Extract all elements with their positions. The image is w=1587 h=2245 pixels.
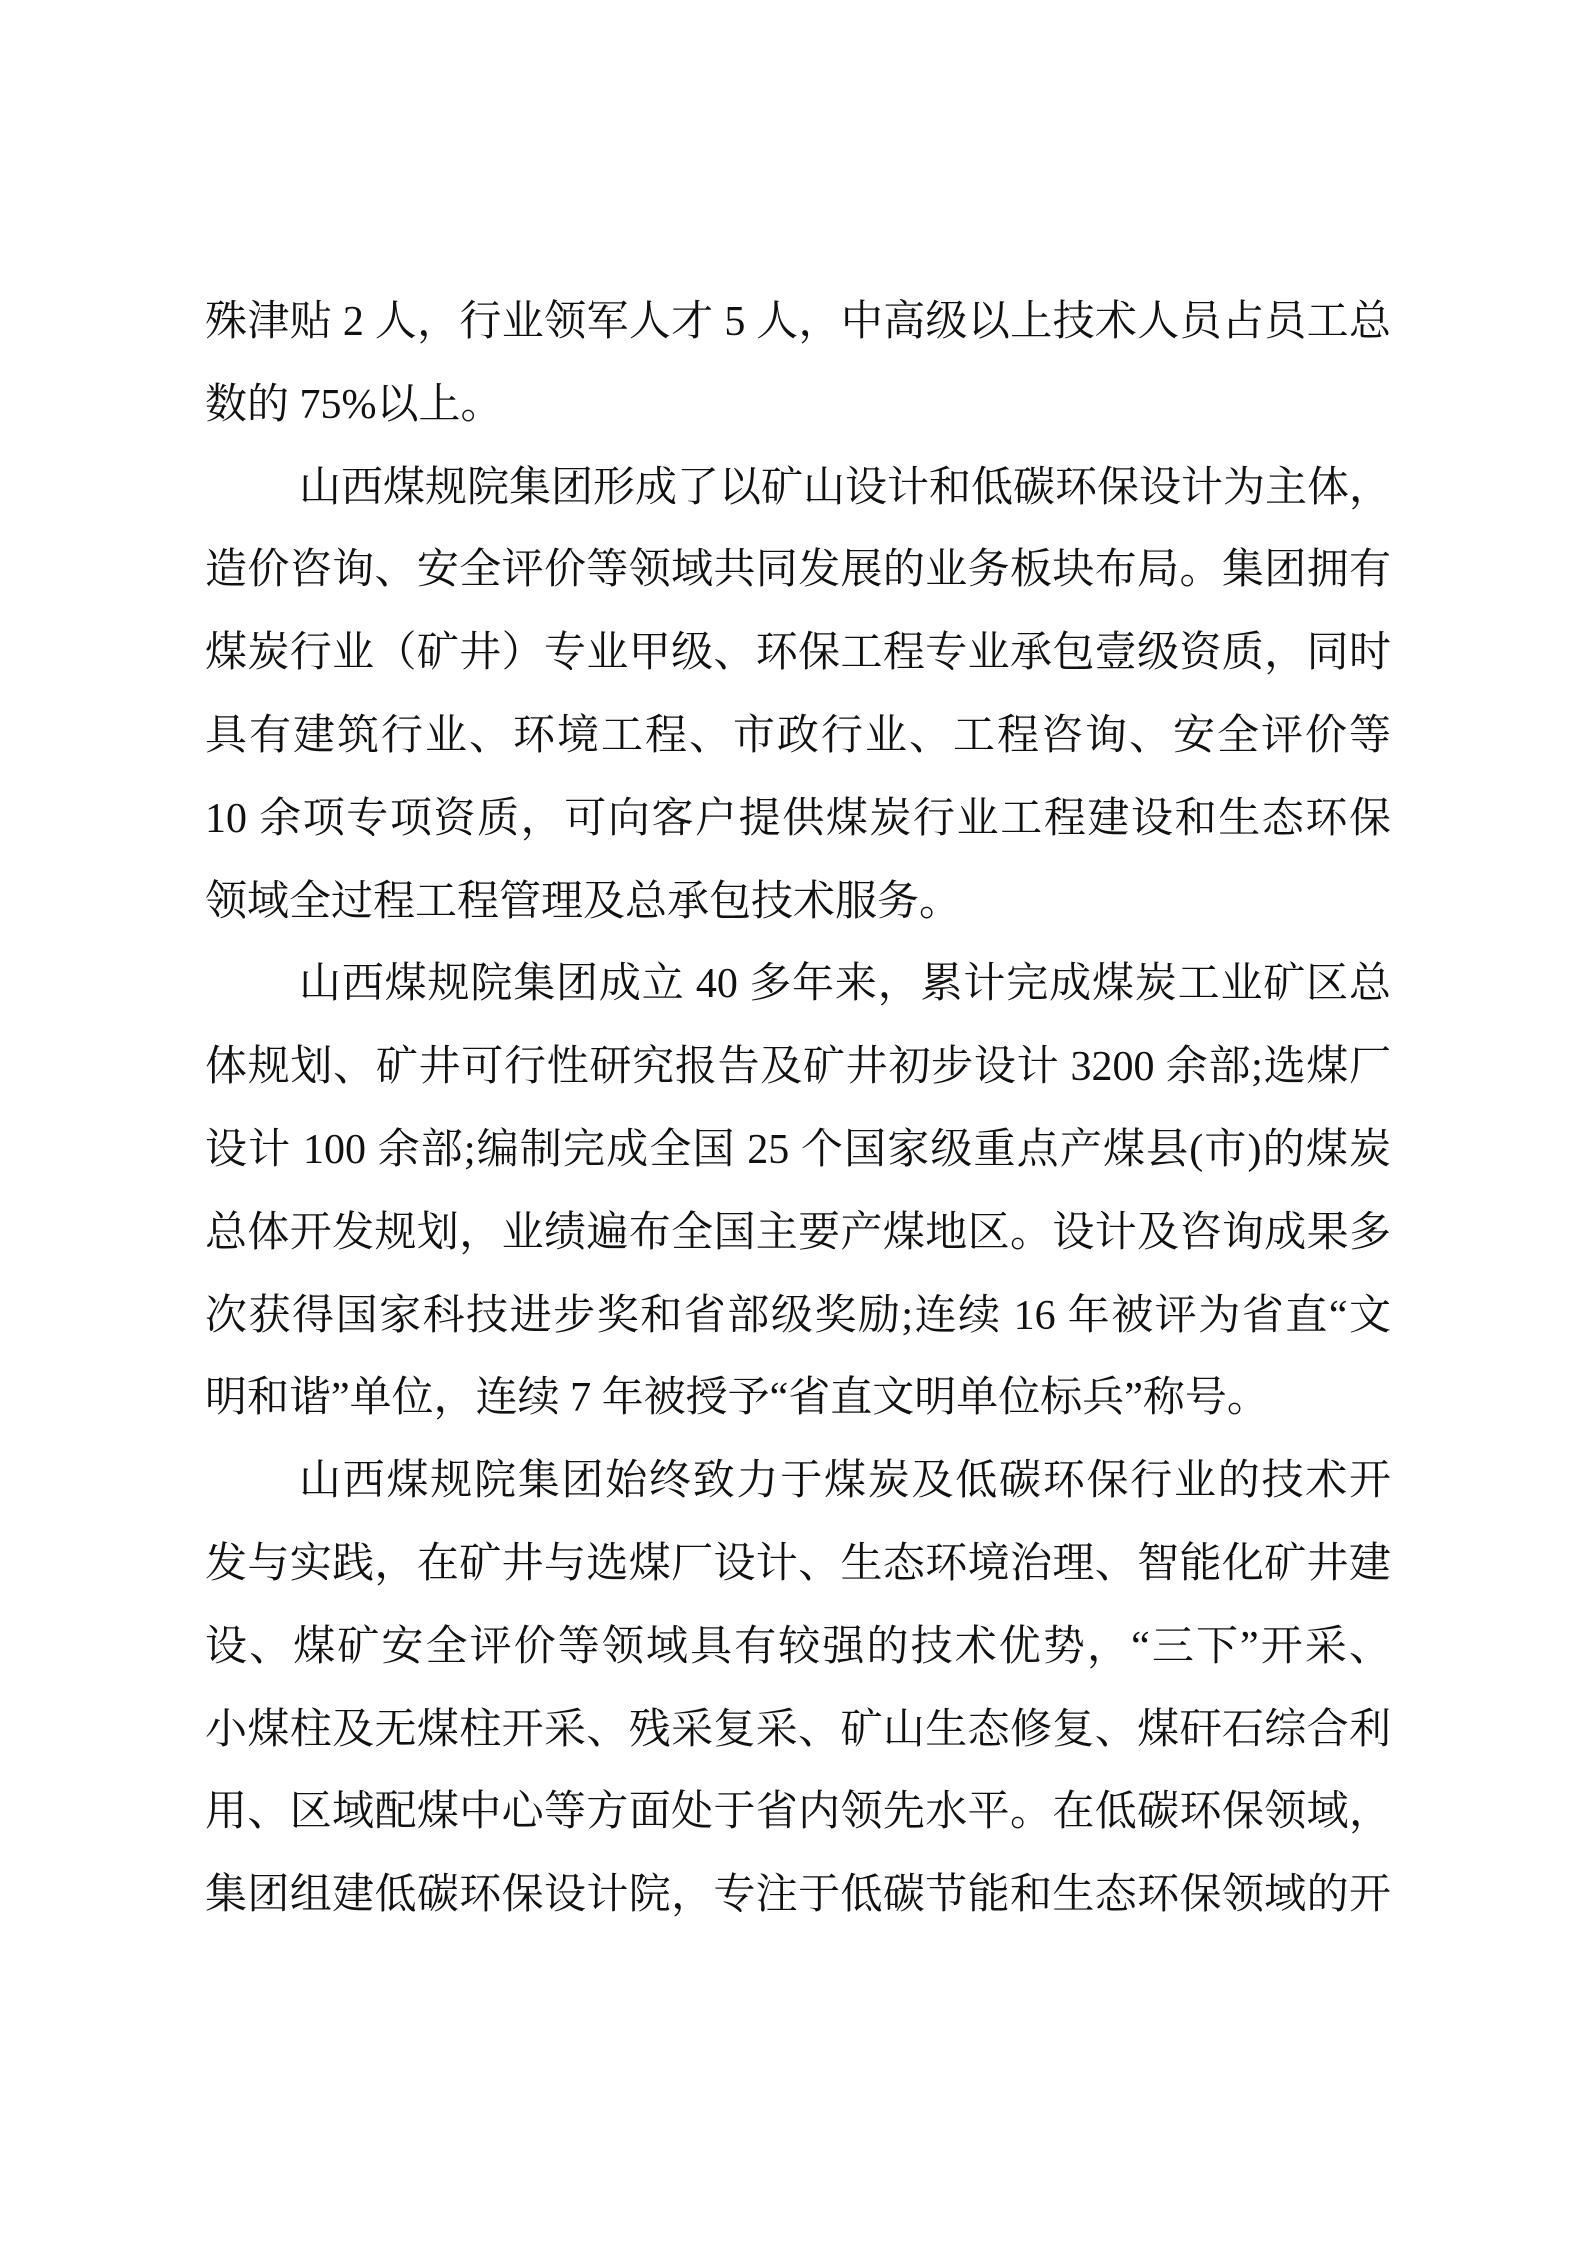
text-line: 具有建筑行业、环境工程、市政行业、工程咨询、安全评价等 xyxy=(205,712,1391,759)
text-line: 领域全过程工程管理及总承包技术服务。 xyxy=(205,878,962,925)
paragraph-3 xyxy=(205,943,1391,1440)
document-body xyxy=(205,281,1391,1937)
paragraph-2 xyxy=(205,447,1391,944)
text-line: 山西煤规院集团成立 40 多年来，累计完成煤炭工业矿区总 xyxy=(299,961,1391,1008)
text-line: 数的 75%以上。 xyxy=(205,381,503,428)
text-line: 集团组建低碳环保设计院，专注于低碳节能和生态环保领域的开 xyxy=(205,1872,1391,1919)
text-line: 山西煤规院集团始终致力于煤炭及低碳环保行业的技术开 xyxy=(299,1458,1391,1505)
text-line: 发与实践，在矿井与选煤厂设计、生态环境治理、智能化矿井建 xyxy=(205,1540,1391,1587)
text-line: 小煤柱及无煤柱开采、残采复采、矿山生态修复、煤矸石综合利 xyxy=(205,1706,1391,1753)
text-line: 10 余项专项资质，可向客户提供煤炭行业工程建设和生态环保 xyxy=(205,795,1391,842)
text-line: 体规划、矿井可行性研究报告及矿井初步设计 3200 余部;选煤厂 xyxy=(205,1044,1391,1091)
paragraph-1 xyxy=(205,281,1391,447)
text-line: 次获得国家科技进步奖和省部级奖励;连续 16 年被评为省直“文 xyxy=(205,1292,1391,1339)
text-line: 设、煤矿安全评价等领域具有较强的技术优势，“三下”开采、 xyxy=(205,1623,1391,1670)
text-line: 殊津贴 2 人，行业领军人才 5 人，中高级以上技术人员占员工总 xyxy=(205,299,1391,345)
text-line: 造价咨询、安全评价等领域共同发展的业务板块布局。集团拥有 xyxy=(205,547,1391,594)
text-line: 总体开发规划，业绩遍布全国主要产煤地区。设计及咨询成果多 xyxy=(205,1209,1391,1256)
text-line: 煤炭行业（矿井）专业甲级、环保工程专业承包壹级资质，同时 xyxy=(205,630,1391,677)
text-line: 山西煤规院集团形成了以矿山设计和低碳环保设计为主体， xyxy=(299,464,1392,511)
text-line: 设计 100 余部;编制完成全国 25 个国家级重点产煤县(市)的煤炭 xyxy=(205,1126,1391,1173)
text-line: 用、区域配煤中心等方面处于省内领先水平。在低碳环保领域， xyxy=(205,1789,1391,1836)
paragraph-4 xyxy=(205,1440,1391,1937)
text-line: 明和谐”单位，连续 7 年被授予“省直文明单位标兵”称号。 xyxy=(205,1375,1269,1422)
